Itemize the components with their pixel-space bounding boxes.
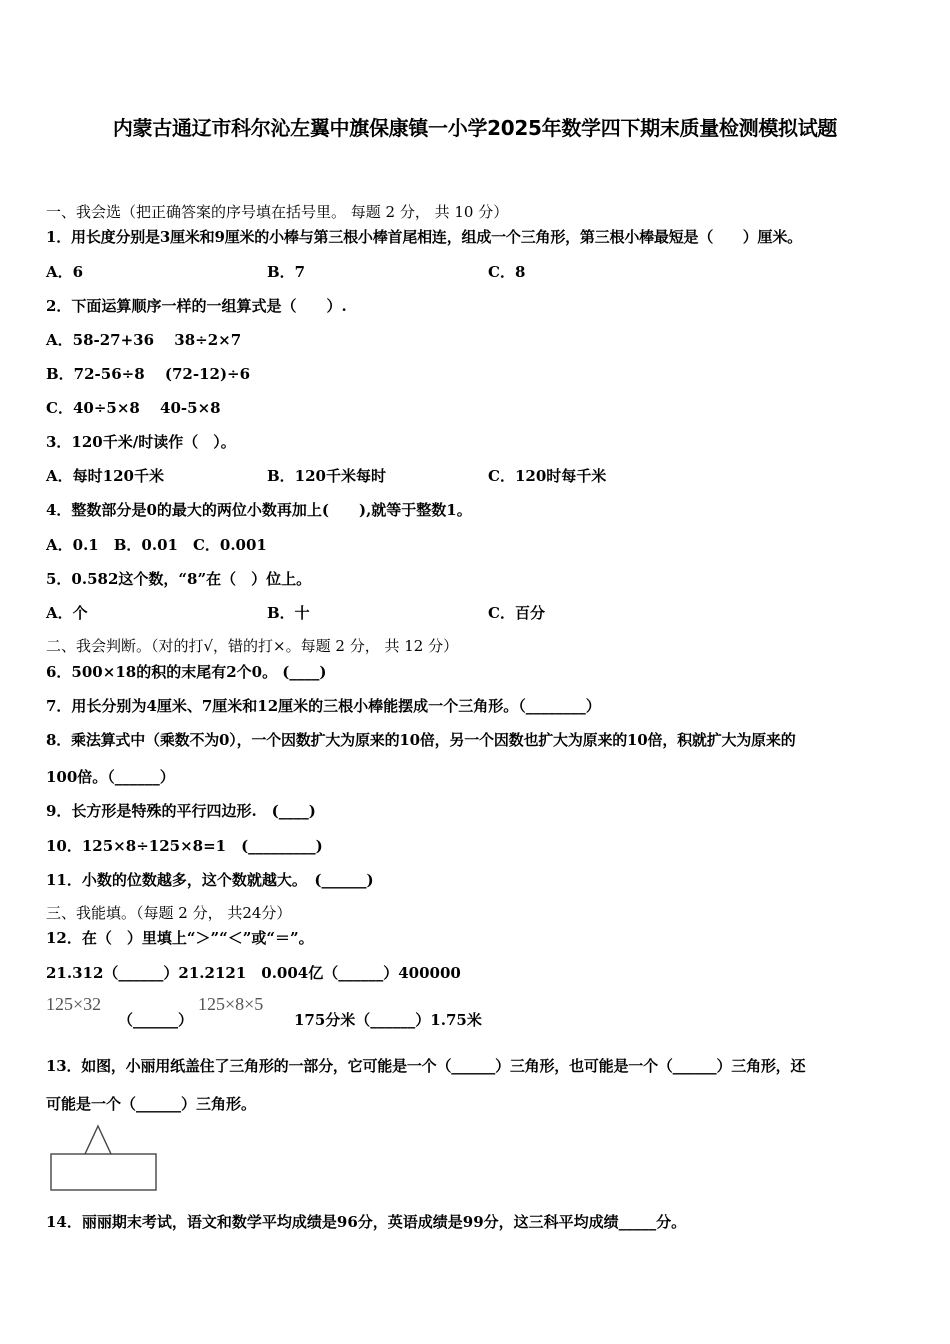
covered-triangle-figure <box>48 1122 160 1194</box>
expression-125x32: 125×32 <box>46 994 102 1014</box>
page-title: 内蒙古通辽市科尔沁左翼中旗保康镇一小学2025年数学四下期末质量检测模拟试题 <box>112 116 838 140</box>
question-12: 12．在（ ）里填上“＞”“＜”或“＝”。 <box>46 929 314 947</box>
question-2-option-a: A．58-27+36 38÷2×7 <box>46 331 242 349</box>
question-5-options <box>46 603 906 623</box>
question-5: 5．0.582这个数，“8”在（ ）位上。 <box>46 570 312 588</box>
question-14: 14．丽丽期末考试，语文和数学平均成绩是96分，英语成绩是99分，这三科平均成绩_____分。 <box>46 1213 687 1231</box>
question-1-options <box>46 262 906 282</box>
question-2-option-b: B．72-56÷8 (72-12)÷6 <box>46 365 251 383</box>
option-a: A．6 <box>46 263 84 281</box>
triangle-tip <box>85 1126 111 1154</box>
question-10: 10．125×8÷125×8=1 (_________) <box>46 837 323 855</box>
question-3: 3．120千米/时读作（ ）。 <box>46 433 236 451</box>
covering-paper <box>51 1154 156 1190</box>
question-7: 7．用长分别为4厘米、7厘米和12厘米的三根小棒能摆成一个三角形。（________） <box>46 697 601 715</box>
question-8-line-2: 100倍。（______） <box>46 768 175 786</box>
question-12-row-1: 21.312（______）21.2121 0.004亿（______）400000 <box>46 964 461 982</box>
option-c: C．120时每千米 <box>488 467 607 485</box>
question-11: 11．小数的位数越多，这个数就越大。 (______) <box>46 871 374 889</box>
option-a: A．个 <box>46 604 88 622</box>
question-12-blank-1: （______） <box>118 1011 194 1029</box>
option-c: C．百分 <box>488 604 545 622</box>
question-3-options <box>46 466 906 486</box>
expression-125x8x5: 125×8×5 <box>198 994 264 1014</box>
option-b: B．十 <box>267 604 310 622</box>
section-heading-3: 三、我能填。（每题 2 分， 共24分） <box>46 904 292 922</box>
question-1: 1．用长度分别是3厘米和9厘米的小棒与第三根小棒首尾相连，组成一个三角形，第三根小棒最短是（ ）厘米。 <box>46 228 802 246</box>
question-4-options: A．0.1 B．0.01 C．0.001 <box>46 536 267 554</box>
section-heading-1: 一、我会选（把正确答案的序号填在括号里。 每题 2 分， 共 10 分） <box>46 203 509 221</box>
question-8-line-1: 8．乘法算式中（乘数不为0），一个因数扩大为原来的10倍，另一个因数也扩大为原来的10倍，积就扩大为原来的 <box>46 731 796 749</box>
question-4: 4．整数部分是0的最大的两位小数再加上( ),就等于整数1。 <box>46 501 472 519</box>
option-b: B．120千米每时 <box>267 467 386 485</box>
question-2: 2．下面运算顺序一样的一组算式是（ ）. <box>46 297 347 315</box>
section-heading-2: 二、我会判断。（对的打√，错的打×。每题 2 分， 共 12 分） <box>46 637 459 655</box>
question-12-row-2-tail: 175分米（______）1.75米 <box>294 1011 482 1029</box>
question-2-option-c: C．40÷5×8 40-5×8 <box>46 399 221 417</box>
question-13-line-2: 可能是一个（______）三角形。 <box>46 1095 257 1113</box>
question-6: 6．500×18的积的末尾有2个0。 (____) <box>46 663 327 681</box>
option-c: C．8 <box>488 263 526 281</box>
option-a: A．每时120千米 <box>46 467 164 485</box>
option-b: B．7 <box>267 263 306 281</box>
question-9: 9．长方形是特殊的平行四边形. (____) <box>46 802 316 820</box>
question-13-line-1: 13．如图，小丽用纸盖住了三角形的一部分，它可能是一个（______）三角形，也可能是一个（______）三角形，还 <box>46 1057 806 1075</box>
